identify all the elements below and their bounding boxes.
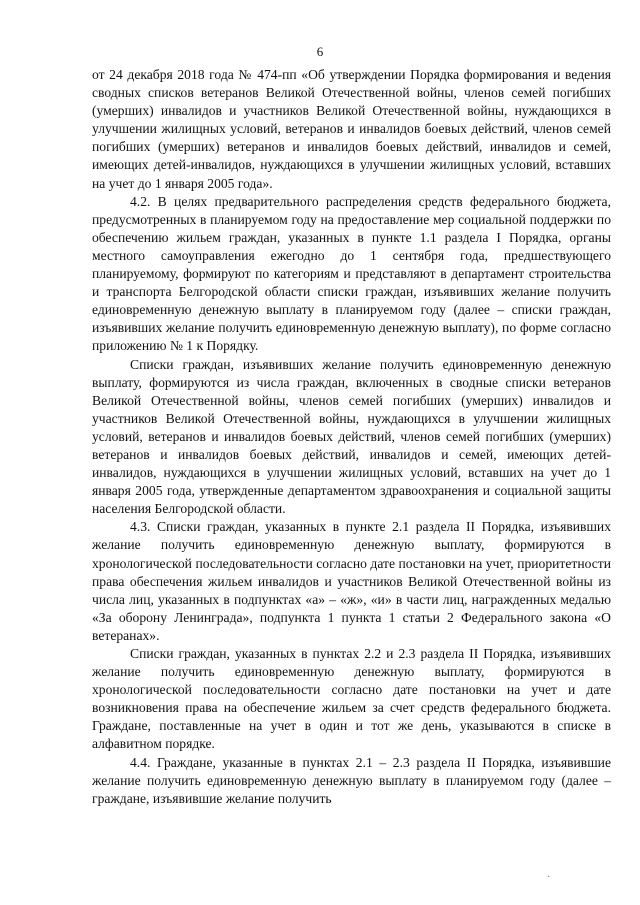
paragraph-4-4: 4.4. Граждане, указанные в пунктах 2.1 – 2.3 раздела II Порядка, изъявившие желание получить единовременную денежную выплату в планируемом году (далее – граждане, изъявившие желание получить bbox=[92, 754, 611, 806]
paragraph-4-2: 4.2. В целях предварительного распределения средств федерального бюджета, предусмотренных в планируемом году на предоставление мер социальной поддержки по обеспечению жильем граждан, указанных в пункте 1.1 раздела I Порядка, органы местного самоуправления ежегодно до 1 сентября года, предшествующего планируемому, формируют по категориям и представляют в департамент строительства и транспорта Белгородской области списки граждан, изъявивших желание получить единовременную денежную выплату в планируемом году (далее – списки граждан, изъявивших желание получить единовременную денежную выплату), по форме согласно приложению № 1 к Порядку. bbox=[92, 193, 611, 354]
paragraph-4-3: 4.3. Списки граждан, указанных в пункте 2.1 раздела II Порядка, изъявивших желание получить единовременную денежную выплату, формируются в хронологической последовательности согласно дате постановки на учет, приоритетности права обеспечения жильем инвалидов и участников Великой Отечественной войны из числа лиц, указанных в подпунктах «а» – «ж», «и» в части лиц, награжденных медалью «За оборону Ленинграда», подпункта 1 пункта 1 статьи 2 Федерального закона «О ветеранах». bbox=[92, 519, 611, 643]
page-number: 6 bbox=[316, 44, 324, 59]
paragraph-lists-2-2-2-3: Списки граждан, указанных в пунктах 2.2 и 2.3 раздела II Порядка, изъявивших желание получить единовременную денежную выплату, формируются в хронологической последовательности согласно дате постановки на учет и дате возникновения права на обеспечение жильем за счет средств федерального бюджета. Граждане, поставленные на учет в один и тот же день, указываются в списке в алфавитном порядке. bbox=[92, 646, 611, 752]
document-body bbox=[92, 66, 611, 808]
paragraph-lists-formation: Списки граждан, изъявивших желание получить единовременную денежную выплату, формируются из числа граждан, включенных в сводные списки ветеранов Великой Отечественной войны, членов семей погибших (умерших) инвалидов и участников Великой Отечественной войны, нуждающихся в улучшении жилищных условий, ветеранов и инвалидов боевых действий, членов семей погибших (умерших) ветеранов и инвалидов боевых действий, инвалидов и семей, имеющих детей-инвалидов, нуждающихся в улучшении жилищных условий, вставших на учет до 1 января 2005 года, утвержденные департаментом здравоохранения и социальной защиты населения Белгородской области. bbox=[92, 356, 611, 517]
scan-mark: · bbox=[547, 872, 551, 883]
paragraph-continuation: от 24 декабря 2018 года № 474-пп «Об утверждении Порядка формирования и ведения сводных списков ветеранов Великой Отечественной войны, членов семей погибших (умерших) инвалидов и участников Великой Отечественной войны, нуждающихся в улучшении жилищных условий, ветеранов и инвалидов боевых действий, членов семей погибших (умерших) ветеранов и инвалидов боевых действий, инвалидов и семей, имеющих детей-инвалидов, нуждающихся в улучшении жилищных условий, вставших на учет до 1 января 2005 года». bbox=[92, 67, 611, 191]
